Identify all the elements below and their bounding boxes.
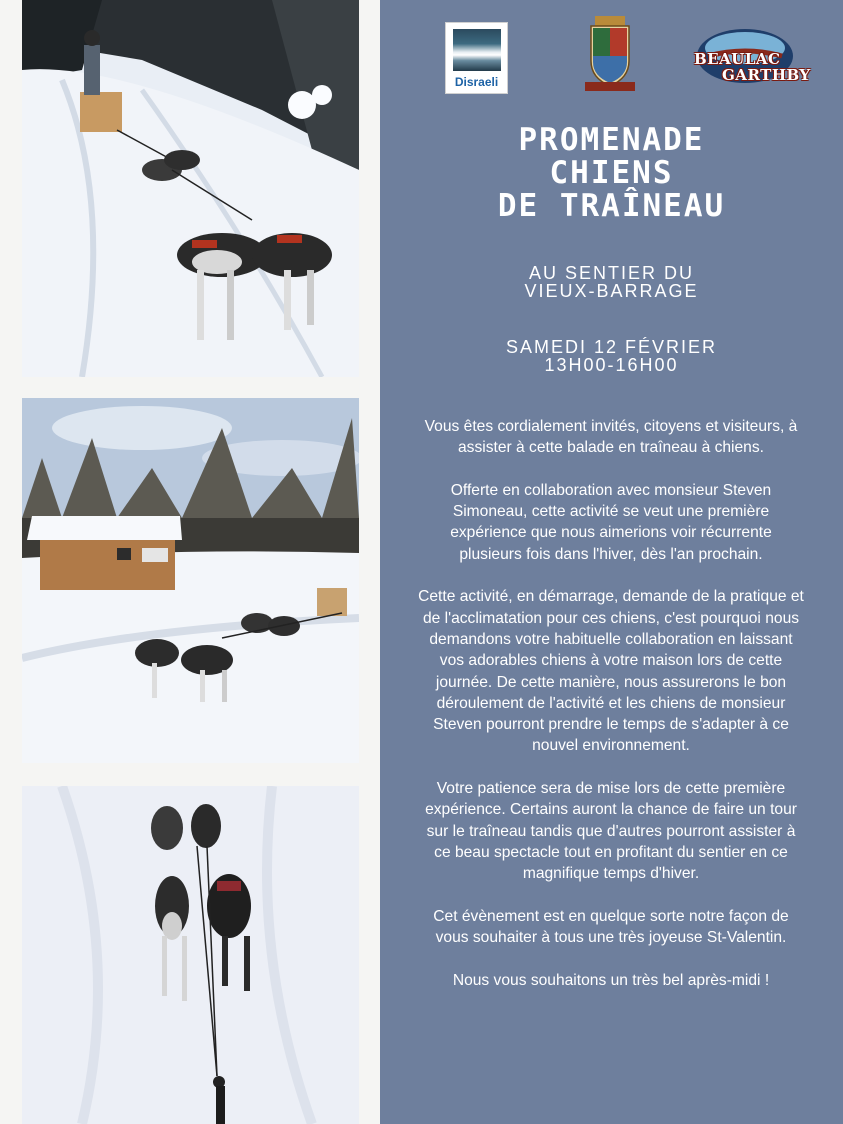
photo-cabin-and-dogs — [22, 398, 359, 763]
location-line-1: AU SENTIER DU — [528, 263, 695, 283]
paragraph-patience: Votre patience sera de mise lors de cette première expérience. Certains auront la chance de faire un tour sur le traîneau tandis que d'autres pourront assister à ce beau spectacle tout en profitant du sentier en ce magnifique temps d'hiver. — [425, 780, 797, 883]
municipal-crest-logo — [583, 16, 637, 94]
location-line-2: VIEUX-BARRAGE — [524, 281, 699, 301]
paragraph-valentine: Cet évènement est en quelque sorte notre façon de vous souhaiter à tous une très joyeuse St-Valentin. — [433, 907, 789, 947]
photo-dog-sled-team-trail — [22, 0, 359, 377]
paragraph-leave-dogs-home: Cette activité, en démarrage, demande de la pratique et de l'acclimatation pour ces chiens, c'est pourquoi nous demandons votre habituelle collaboration en laissant vos adorables chiens à votre maison lors de cette journée. De cette manière, nous assurerons le bon déroulement de l'activité et les chiens de monsieur Steven pourront prendre le temps de s'adapter à ce nouvel environnement. — [418, 588, 804, 755]
disraeli-logo-label: Disraeli — [454, 75, 499, 89]
title-line-2: CHIENS — [549, 155, 674, 191]
paragraph-collaboration: Offerte en collaboration avec monsieur Steven Simoneau, cette activité se veut une première expérience que nous aimerions voir récurrente plusieurs fois dans l'hiver, dès l'an prochain. — [450, 481, 772, 563]
photo-view-behind-dogs — [22, 786, 359, 1124]
beaulac-logo-word-1: BEAULAC — [694, 50, 781, 68]
event-description — [418, 416, 804, 1012]
event-date: SAMEDI 12 FÉVRIER — [505, 337, 718, 357]
paragraph-closing: Nous vous souhaitons un très bel après-midi ! — [452, 971, 770, 989]
beaulac-garthby-logo — [692, 26, 811, 90]
disraeli-logo — [445, 22, 508, 94]
paragraph-invitation: Vous êtes cordialement invités, citoyens et visiteurs, à assister à cette balade en traîneau à chiens. — [424, 418, 798, 457]
event-datetime — [380, 338, 843, 374]
event-time: 13H00-16H00 — [544, 355, 679, 375]
info-panel — [380, 0, 843, 1124]
event-title — [380, 124, 843, 223]
event-location — [380, 264, 843, 300]
title-line-1: PROMENADE — [518, 122, 705, 158]
title-line-3: DE TRAÎNEAU — [497, 188, 726, 224]
disraeli-logo-image — [453, 29, 501, 71]
beaulac-logo-word-2: GARTHBY — [722, 66, 811, 84]
